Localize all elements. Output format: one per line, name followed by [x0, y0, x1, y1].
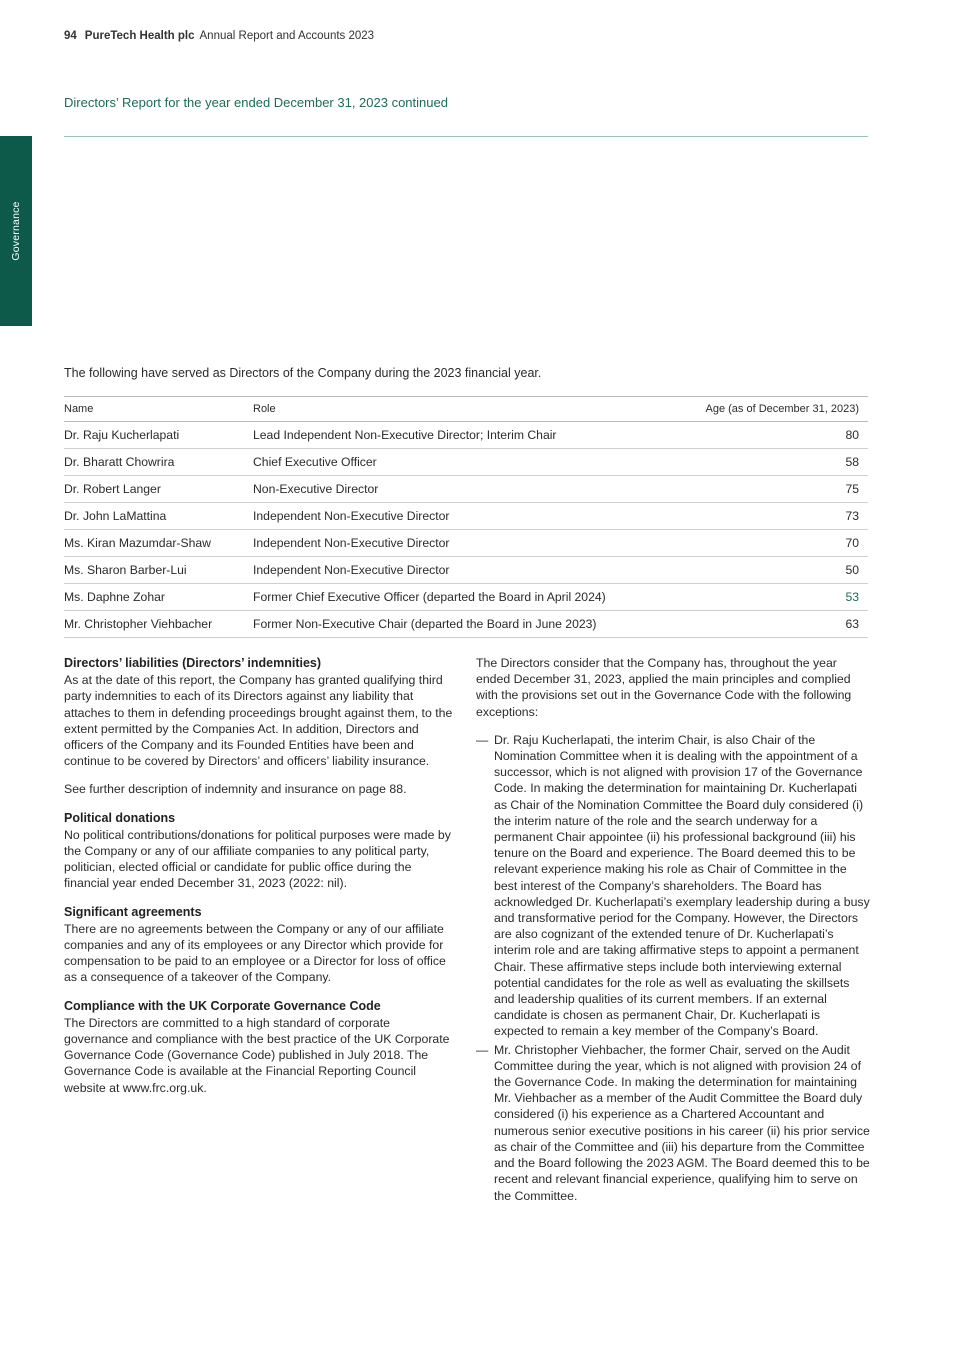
dash-bullet: — — [476, 732, 489, 747]
liabilities-text: As at the date of this report, the Company has granted qualifying third party indemnities to each of its Directors against any liability that attaches to them in defending proceedings brought against them, to the extent permitted by the Companies Act. In addition, Directors and officers of the Company and its Founded Entities have been and continue to be covered by Directors’ and officers’ liability insurance. — [64, 673, 453, 769]
governance-code-intro: The Directors consider that the Company has, throughout the year ended December 31, 2023, applied the main principles and complied with the provisions set out in the Governance Code with the following exceptions: — [476, 656, 852, 719]
director-age: 80 — [674, 422, 868, 449]
director-role: Independent Non-Executive Director — [253, 557, 674, 584]
director-role: Independent Non-Executive Director — [253, 530, 674, 557]
director-age: 63 — [674, 611, 868, 638]
table-row — [64, 422, 868, 449]
column-header-age: Age (as of December 31, 2023) — [674, 397, 868, 422]
director-name: Dr. John LaMattina — [64, 503, 253, 530]
director-name: Dr. Bharatt Chowrira — [64, 449, 253, 476]
political-donations-heading: Political donations — [64, 810, 176, 825]
liabilities-heading: Directors’ liabilities (Directors’ indemnities) — [64, 656, 322, 670]
table-header-row — [64, 397, 868, 422]
significant-agreements-heading: Significant agreements — [64, 904, 202, 919]
table-row — [64, 584, 868, 611]
dash-bullet: — — [476, 1042, 489, 1057]
director-role: Lead Independent Non-Executive Director; Interim Chair — [253, 422, 674, 449]
director-age: 75 — [674, 476, 868, 503]
director-role: Non-Executive Director — [253, 476, 674, 503]
political-donations-text: No political contributions/donations for political purposes were made by the Company or any of our affiliate companies to any political party, politician, elected official or candidate for public office during the financial year ended December 31, 2023 (2022: nil). — [64, 827, 451, 891]
company-name: PureTech Health plc — [84, 30, 195, 42]
director-role: Chief Executive Officer — [253, 449, 674, 476]
section-title: Directors’ Report for the year ended December 31, 2023 continued — [64, 95, 448, 110]
table-row — [64, 530, 868, 557]
running-header — [64, 30, 374, 42]
director-age: 73 — [674, 503, 868, 530]
directors-table — [64, 396, 868, 638]
director-name: Ms. Kiran Mazumdar-Shaw — [64, 530, 253, 557]
table-row — [64, 503, 868, 530]
director-age: 50 — [674, 557, 868, 584]
director-role: Former Non-Executive Chair (departed the Board in June 2023) — [253, 611, 674, 638]
right-column — [476, 655, 870, 1206]
liabilities-see-also: See further description of indemnity and insurance on page 88. — [64, 782, 407, 797]
table-row — [64, 557, 868, 584]
compliance-text: The Directors are committed to a high standard of corporate governance and compliance with the best practice of the UK Corporate Governance Code (Governance Code) published in July 2018. The Governance Code is available at the Financial Reporting Council website at www.frc.org.uk. — [64, 1015, 450, 1095]
director-name: Mr. Christopher Viehbacher — [64, 611, 253, 638]
publication-title: Annual Report and Accounts 2023 — [199, 30, 375, 42]
directors-intro: The following have served as Directors of the Company during the 2023 financial year. — [64, 366, 542, 380]
column-header-name: Name — [64, 397, 253, 422]
director-name: Dr. Raju Kucherlapati — [64, 422, 253, 449]
exception-text: Dr. Raju Kucherlapati, the interim Chair, is also Chair of the Nomination Committee when it is dealing with the appointment of a successor, which is not aligned with provision 17 of the Governance Code. In making the determination for maintaining Dr. Kucherlapati as Chair of the Nomination Committee the Board duly considered (i) the interim nature of the role and the search underway for a permanent Chair appointee (ii) his professional background (iii) his tenure on the Board and experience. The Board deemed this to be relevant experience making his role as Chair of Committee in the best interest of the Company’s shareholders. The Board has acknowledged Dr. Kucherlapati’s exemplary leadership during a busy and transformative period for the Company. However, the Directors are also cognizant of the extended tenure of Dr. Kucherlapati’s interim role and are taking affirmative steps to appoint a permanent Chair. These affirmative steps include both interviewing external potential candidates for the role as well as evaluating the skillsets and leadership qualities of its current members. If an external candidate is chosen as permanent Chair, Dr. Kucherlapati is expected to remain a key member of the Company’s Board. — [494, 732, 870, 1039]
director-role: Independent Non-Executive Director — [253, 503, 674, 530]
compliance-heading: Compliance with the UK Corporate Governance Code — [64, 998, 381, 1013]
significant-agreements-text: There are no agreements between the Company or any of our affiliate companies and any of its employees or any Director which provide for compensation to be paid to an employee or a Director for loss of office as a consequence of a takeover of the Company. — [64, 921, 446, 985]
director-age: 53 — [674, 584, 868, 611]
director-name: Ms. Daphne Zohar — [64, 584, 253, 611]
page-number: 94 — [64, 30, 77, 42]
governance-side-tab[interactable] — [0, 136, 32, 326]
director-name: Dr. Robert Langer — [64, 476, 253, 503]
exceptions-list — [476, 732, 870, 1204]
list-item — [476, 732, 870, 1040]
column-header-role: Role — [253, 397, 674, 422]
director-age: 70 — [674, 530, 868, 557]
title-divider — [64, 136, 868, 137]
list-item — [476, 1042, 870, 1204]
exception-text: Mr. Christopher Viehbacher, the former Chair, served on the Audit Committee during the year, which is not aligned with provision 24 of the Governance Code. In making the determination for maintaining Mr. Viehbacher as a member of the Audit Committee the Board duly considered (i) his experience as a Chartered Accountant and numerous senior executive positions in his career (ii) his prior service as chair of the Committee and (iii) his departure from the Committee and the Board following the 2023 AGM. The Board deemed this to be recent and relevant financial experience, qualifying him to serve on the Committee. — [494, 1042, 870, 1203]
left-column — [64, 655, 456, 1108]
table-row — [64, 611, 868, 638]
table-row — [64, 476, 868, 503]
table-row — [64, 449, 868, 476]
director-name: Ms. Sharon Barber-Lui — [64, 557, 253, 584]
director-age: 58 — [674, 449, 868, 476]
side-tab-label: Governance — [10, 201, 22, 261]
director-role: Former Chief Executive Officer (departed the Board in April 2024) — [253, 584, 674, 611]
